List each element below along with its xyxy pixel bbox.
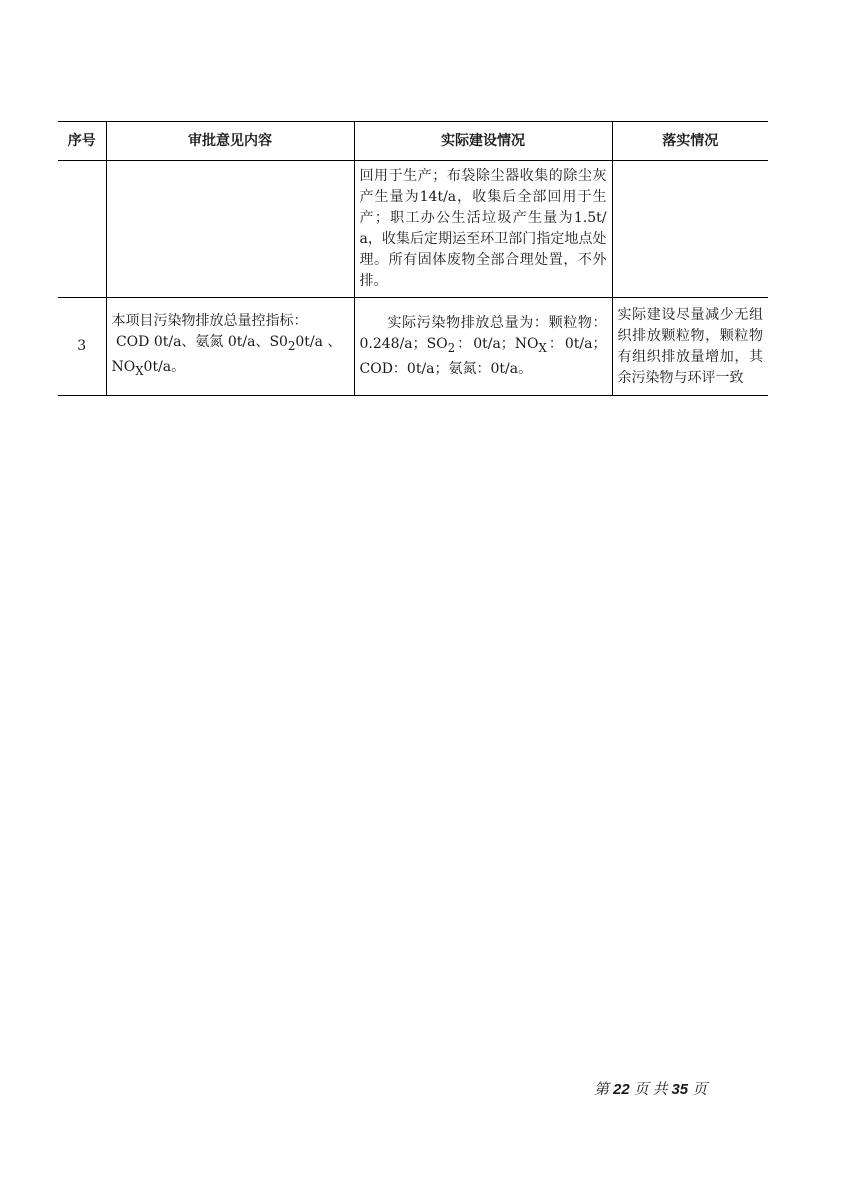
table-row — [58, 298, 768, 396]
actual-emission-part-1: 实际污染物排放总量为：颗粒物：0.248/a；SO — [359, 315, 607, 353]
row-status-cell — [612, 161, 768, 298]
actual-emission-part-2: ：0t/a；NO — [455, 336, 539, 353]
table-row — [58, 161, 768, 298]
header-actual-construction: 实际建设情况 — [354, 122, 612, 161]
current-page-number: 22 — [613, 1081, 630, 1098]
header-approval-content: 审批意见内容 — [106, 122, 354, 161]
row-status-cell: 实际建设尽量减少无组织排放颗粒物，颗粒物有组织排放量增加，其余污染物与环评一致 — [612, 298, 768, 396]
subscript-x: X — [135, 363, 144, 378]
row-index-cell: 3 — [58, 298, 106, 396]
approval-so2-value: 0t/a 、 — [295, 334, 342, 351]
total-pages-number: 35 — [671, 1081, 689, 1098]
footer-prefix: 第 — [594, 1082, 610, 1098]
approval-cod-nh3-so2-text: COD 0t/a、氨氮 0t/a、S0 — [115, 334, 288, 351]
table-header-row — [58, 122, 768, 161]
footer-suffix: 页 — [692, 1082, 708, 1098]
approval-nox-value: 0t/a。 — [143, 359, 186, 375]
subscript-2: 2 — [447, 340, 456, 355]
actual-emission-part-3: ：0t/a；COD：0t/a；氨氮：0t/a。 — [359, 336, 607, 377]
subscript-2: 2 — [287, 339, 296, 353]
approval-line-2 — [112, 332, 349, 357]
approval-line-3 — [112, 357, 349, 382]
subscript-x: X — [538, 340, 547, 355]
row-actual-cell — [354, 298, 612, 396]
row-approval-cell — [106, 298, 354, 396]
page-number-footer — [594, 1078, 707, 1099]
row-actual-cell: 回用于生产；布袋除尘器收集的除尘灰产生量为14t/a，收集后全部回用于生产；职工办公生活垃圾产生量为1.5t/a，收集后定期运至环卫部门指定地点处理。所有固体废物全部合理处置，不外排。 — [354, 161, 612, 298]
header-implementation-status: 落实情况 — [612, 122, 768, 161]
header-index: 序号 — [58, 122, 106, 161]
footer-middle: 页 共 — [633, 1082, 668, 1098]
approval-line-1: 本项目污染物排放总量控指标： — [111, 313, 308, 330]
row-index-cell — [58, 161, 106, 298]
approval-implementation-table — [58, 121, 768, 396]
approval-nox-text: NO — [111, 359, 136, 375]
row-approval-cell — [106, 161, 354, 298]
